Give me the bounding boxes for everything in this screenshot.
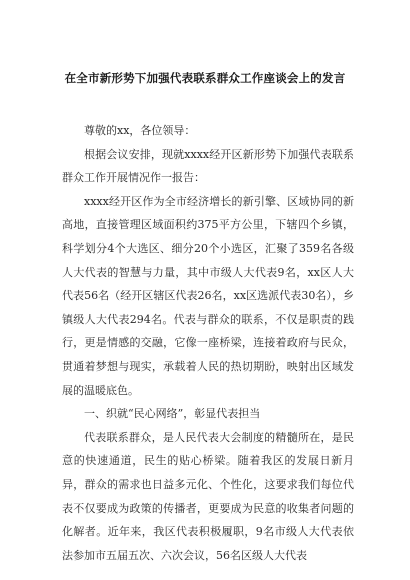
paragraph-section-1: 代表联系群众，是人民代表大会制度的精髓所在，是民意的快速通道，民生的贴心桥梁。随着我区的发展日新月异，群众的需求也日益多元化、个性化，这要求我们每位代表不仅要成为政策的传播者，更要成为民意的收集者问题的化解者。近年来，我区代表积极履职，9名市级人大代表依法参加市五届五次、六次会议，56名区级人大代表 — [62, 430, 354, 562]
document-body — [62, 119, 354, 567]
paragraph-intro: 根据会议安排，现就xxxx经开区新形势下加强代表联系群众工作开展情况作一报告： — [62, 147, 354, 185]
document-title: 在全市新形势下加强代表联系群众工作座谈会上的发言 — [64, 71, 346, 85]
salutation: 尊敬的xx，各位领导： — [84, 124, 196, 137]
section-heading: 一、织就“民心网络”，彰显代表担当 — [84, 407, 261, 421]
paragraph-overview: xxxx经开区作为全市经济增长的新引擎、区域协同的新高地，直接管理区域面积约375平方公里，下辖四个乡镇，科学划分4个大选区、细分20个小选区，汇聚了359名各级人大代表的智慧与力量，其中市级人大代表9名，xx区人大代表56名（经开区辖区代表26名，xx区选派代表30名），乡镇级人大代表294名。代表与群众的联系，不仅是职责的践行，更是情感的交融，它像一座桥梁，连接着政府与民众，贯通着梦想与现实，承载着人民的热切期盼，映射出区域发展的温暖底色。 — [62, 194, 354, 397]
